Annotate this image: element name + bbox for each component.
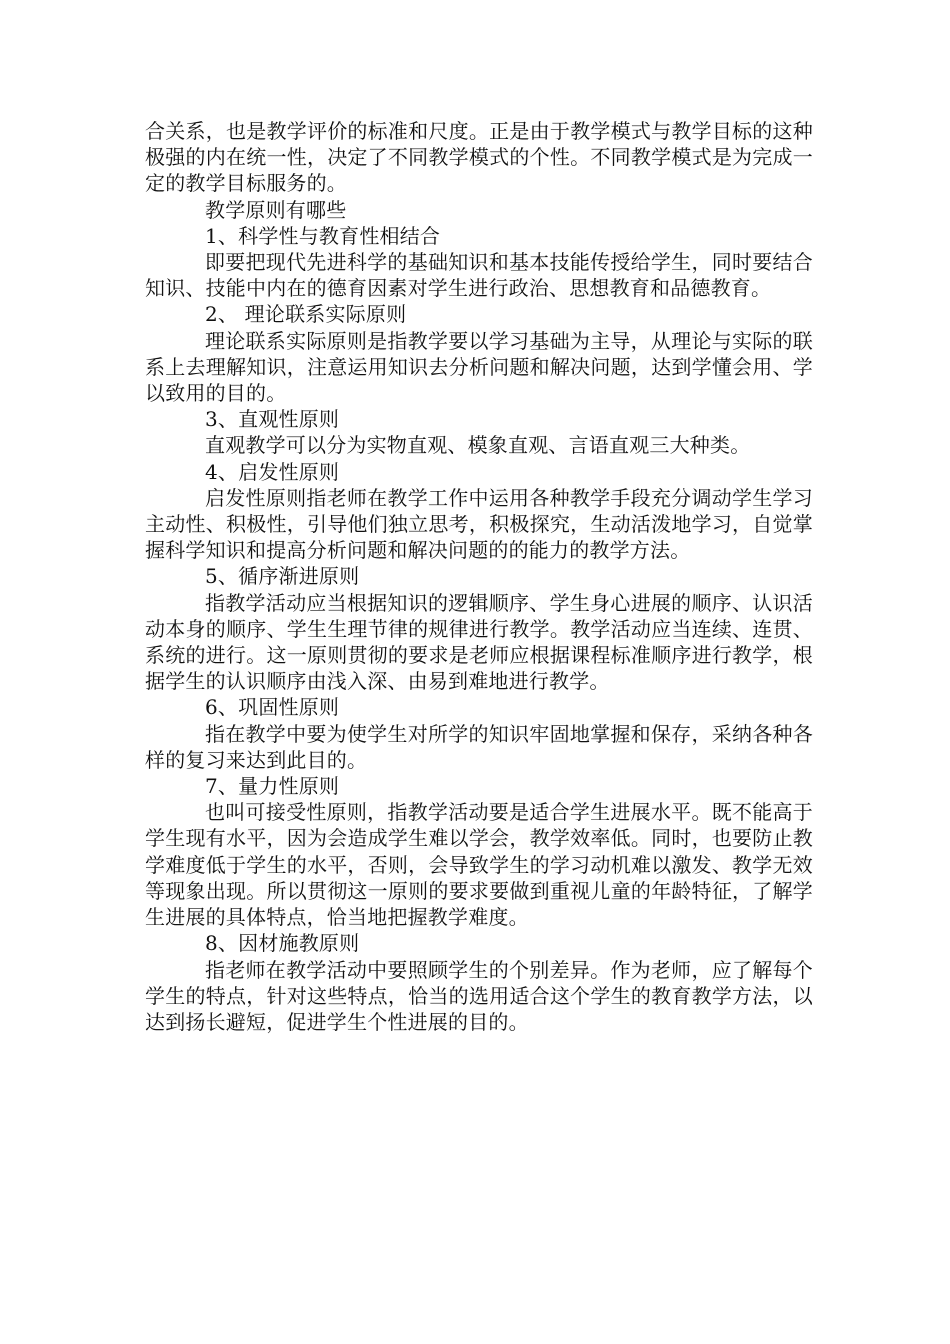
principle-body-4: 启发性原则指老师在教学工作中运用各种教学手段充分调动学生学习主动性、积极性，引导他们独立思考，积极探究，生动活泼地学习，自觉掌握科学知识和提高分析问题和解决问题的的能力的教学方法。 (145, 485, 813, 563)
principle-body-5: 指教学活动应当根据知识的逻辑顺序、学生身心进展的顺序、认识活动本身的顺序、学生生理节律的规律进行教学。教学活动应当连续、连贯、系统的进行。这一原则贯彻的要求是老师应根据课程标准顺序进行教学，根据学生的认识顺序由浅入深、由易到难地进行教学。 (145, 590, 813, 694)
principle-heading-7: 7、量力性原则 (205, 774, 340, 799)
principle-heading-3: 3、直观性原则 (205, 407, 340, 432)
principle-body-7: 也叫可接受性原则，指教学活动要是适合学生进展水平。既不能高于学生现有水平，因为会造成学生难以学会，教学效率低。同时，也要防止教学难度低于学生的水平，否则，会导致学生的学习动机难以激发、教学无效等现象出现。所以贯彻这一原则的要求要做到重视儿童的年龄特征，了解学生进展的具体特点，恰当地把握教学难度。 (145, 800, 813, 930)
principle-body-1: 即要把现代先进科学的基础知识和基本技能传授给学生，同时要结合知识、技能中内在的德育因素对学生进行政治、思想教育和品德教育。 (145, 250, 813, 301)
principle-heading-2: 2、 理论联系实际原则 (205, 302, 407, 327)
principle-body-2: 理论联系实际原则是指教学要以学习基础为主导，从理论与实际的联系上去理解知识，注意运用知识去分析问题和解决问题，达到学懂会用、学以致用的目的。 (145, 328, 813, 406)
principle-heading-8: 8、因材施教原则 (205, 931, 360, 956)
section-title: 教学原则有哪些 (205, 197, 347, 222)
principle-body-3: 直观教学可以分为实物直观、模象直观、言语直观三大种类。 (205, 433, 751, 458)
principle-heading-6: 6、巩固性原则 (205, 695, 340, 720)
principle-heading-1: 1、科学性与教育性相结合 (205, 223, 441, 248)
principle-heading-5: 5、循序渐进原则 (205, 564, 360, 589)
principle-body-8: 指老师在教学活动中要照顾学生的个别差异。作为老师，应了解每个学生的特点，针对这些特点，恰当的选用适合这个学生的教育教学方法，以达到扬长避短，促进学生个性进展的目的。 (145, 957, 813, 1034)
principle-body-6: 指在教学中要为使学生对所学的知识牢固地掌握和保存，采纳各种各样的复习来达到此目的。 (145, 721, 813, 772)
paragraph-intro-continuation: 合关系，也是教学评价的标准和尺度。正是由于教学模式与教学目标的这种极强的内在统一性，决定了不同教学模式的个性。不同教学模式是为完成一定的教学目标服务的。 (145, 119, 813, 196)
principle-heading-4: 4、启发性原则 (205, 459, 340, 484)
document-body (145, 118, 813, 1035)
